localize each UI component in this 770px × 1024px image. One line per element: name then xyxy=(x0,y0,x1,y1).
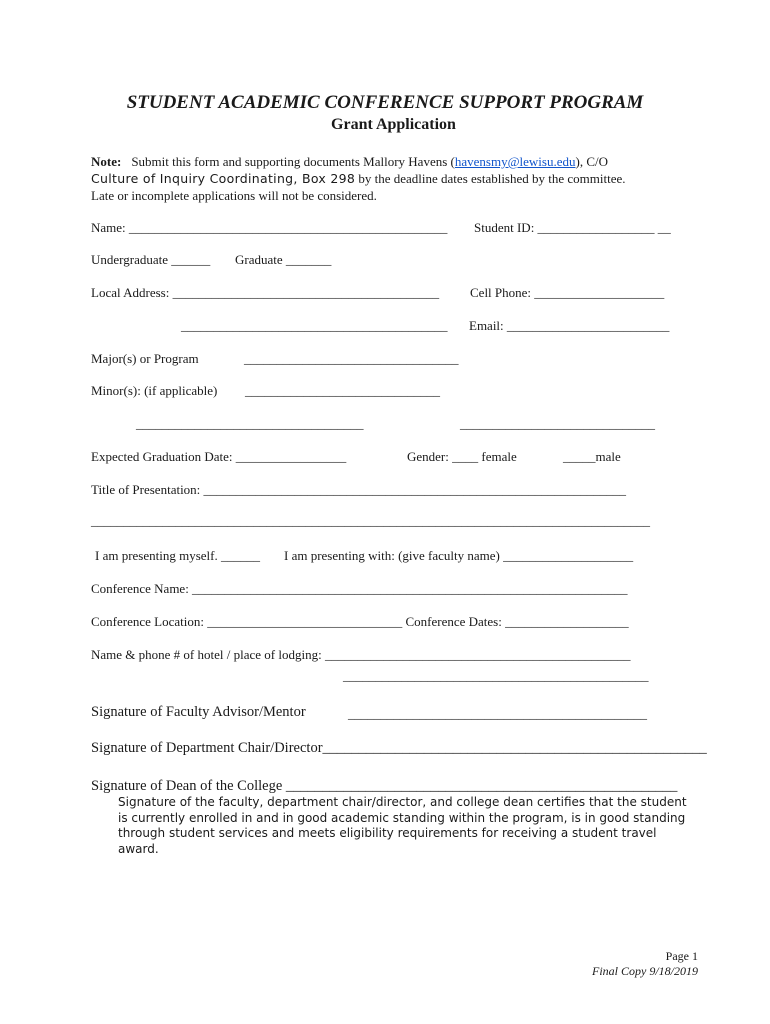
local-address-field[interactable]: Local Address: _________________________________________ xyxy=(91,285,440,300)
graduation-date-field[interactable]: Expected Graduation Date: _________________ xyxy=(91,449,347,464)
graduate-field[interactable]: Graduate _______ xyxy=(235,252,332,267)
presentation-title-line-2[interactable]: ______________________________________________________________________________________ xyxy=(91,513,650,528)
note-text-2: ), C/O xyxy=(575,154,609,169)
gender-female-field[interactable]: Gender: ____ female xyxy=(407,449,517,464)
faculty-signature-label: Signature of Faculty Advisor/Mentor xyxy=(91,704,306,720)
presentation-title-field[interactable]: Title of Presentation: _________________________________________________________________ xyxy=(91,482,627,497)
note-label: Note: xyxy=(91,154,122,169)
email-field[interactable]: Email: _________________________ xyxy=(469,318,670,333)
gender-male-field[interactable]: _____male xyxy=(563,449,621,464)
note-text-1: Submit this form and supporting documents Mallory Havens ( xyxy=(131,154,455,169)
lodging-field[interactable]: Name & phone # of hotel / place of lodging: _______________________________________________ xyxy=(91,647,631,662)
document-title: STUDENT ACADEMIC CONFERENCE SUPPORT PROGRAM xyxy=(126,92,644,113)
cell-phone-field[interactable]: Cell Phone: ____________________ xyxy=(470,285,665,300)
student-id-field[interactable]: Student ID: __________________ __ xyxy=(474,220,671,235)
note-line-3: Late or incomplete applications will not be considered. xyxy=(91,188,377,203)
note-line-2 xyxy=(91,170,626,187)
page-number: Page 1 xyxy=(665,949,698,963)
contact-email-link[interactable]: havensmy@lewisu.edu xyxy=(454,154,576,169)
certification-text: Signature of the faculty, department chair/director, and college dean certifies that the student is currently enrolled in and in good academic standing within the program, is in good standing through student services and meets eligibility requirements for receiving a student travel award. xyxy=(118,795,687,856)
note-text-3: by the deadline dates established by the committee. xyxy=(355,171,626,186)
blank-line-right[interactable]: ______________________________ xyxy=(460,416,655,431)
office-address: Culture of Inquiry Coordinating, Box 298 xyxy=(91,171,356,186)
lodging-line-2[interactable]: _______________________________________________ xyxy=(343,668,649,683)
name-field[interactable]: Name: _________________________________________________ xyxy=(91,220,448,235)
presenting-with-field[interactable]: I am presenting with: (give faculty name) ____________________ xyxy=(284,548,634,563)
blank-line-left[interactable]: ___________________________________ xyxy=(136,416,364,431)
major-field[interactable]: _________________________________ xyxy=(244,351,459,366)
faculty-signature-line[interactable]: ______________________________________________ xyxy=(348,706,647,721)
chair-signature-field[interactable]: Signature of Department Chair/Director_____________________________________________________ xyxy=(91,740,707,756)
presenting-myself-field[interactable]: I am presenting myself. ______ xyxy=(95,548,260,563)
minor-field[interactable]: ______________________________ xyxy=(245,383,440,398)
undergraduate-field[interactable]: Undergraduate ______ xyxy=(91,252,211,267)
version-label: Final Copy 9/18/2019 xyxy=(592,964,698,978)
submission-note xyxy=(91,153,626,204)
dean-signature-field[interactable]: Signature of Dean of the College ______________________________________________________ xyxy=(91,778,678,794)
note-line-1 xyxy=(91,153,626,170)
conference-name-field[interactable]: Conference Name: ___________________________________________________________________ xyxy=(91,581,628,596)
major-label: Major(s) or Program xyxy=(91,351,199,366)
address-line-2-field[interactable]: _________________________________________ xyxy=(181,318,448,333)
document-subtitle: Grant Application xyxy=(331,116,456,133)
conference-location-dates-field[interactable]: Conference Location: ______________________________ Conference Dates: ___________________ xyxy=(91,614,629,629)
minor-label: Minor(s): (if applicable) xyxy=(91,383,218,398)
